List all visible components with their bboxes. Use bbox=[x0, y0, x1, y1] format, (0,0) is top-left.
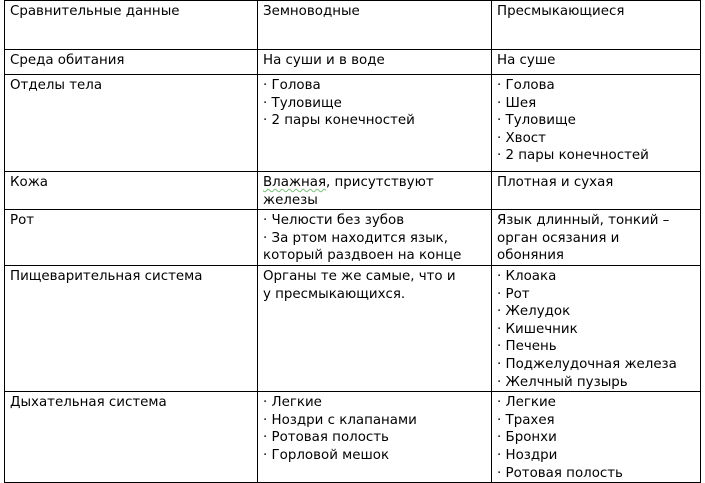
reptiles-cell bbox=[492, 210, 701, 266]
list-item: · Голова bbox=[263, 78, 321, 93]
table-row-body-parts bbox=[5, 75, 701, 172]
spellcheck-word: Влажная bbox=[263, 175, 327, 190]
list-item: · Кишечник bbox=[497, 321, 578, 337]
comparison-table bbox=[4, 0, 701, 483]
cell-line: Плотная и сухая bbox=[497, 175, 614, 190]
list-item: · Челюсти без зубов bbox=[263, 213, 405, 229]
list-item: · Бронхи bbox=[497, 430, 557, 446]
amphibians-cell bbox=[258, 172, 492, 210]
amphibians-cell bbox=[258, 50, 492, 75]
table-row-mouth bbox=[5, 210, 701, 266]
reptiles-cell bbox=[492, 392, 701, 483]
list-item: · Ноздри bbox=[497, 447, 558, 463]
list-item: · Рот bbox=[497, 286, 530, 302]
amphibians-cell bbox=[258, 392, 492, 483]
list-item: · Ротовая полость bbox=[497, 465, 623, 481]
header-cell-amphibians: Земноводные bbox=[258, 1, 492, 50]
list-item: · Шея bbox=[497, 95, 537, 111]
row-label: Пищеварительная система bbox=[5, 265, 258, 391]
reptiles-cell bbox=[492, 50, 701, 75]
list-item: который раздвоен на конце bbox=[263, 248, 462, 264]
list-item: · Ноздри с клапанами bbox=[263, 412, 417, 428]
list-item: · Легкие bbox=[263, 395, 322, 411]
table-row-skin bbox=[5, 172, 701, 210]
row-label: Среда обитания bbox=[5, 50, 258, 75]
row-label: Рот bbox=[5, 210, 258, 266]
amphibians-cell bbox=[258, 265, 492, 391]
cell-line: Влажная, присутствуют bbox=[263, 175, 434, 190]
reptiles-cell bbox=[492, 172, 701, 210]
cell-line: Органы те же самые, что и bbox=[263, 268, 456, 284]
list-item: · 2 пары конечностей bbox=[497, 148, 649, 164]
cell-line: орган осязания и bbox=[497, 230, 620, 246]
table-row-digestive bbox=[5, 265, 701, 391]
amphibians-cell bbox=[258, 210, 492, 266]
header-cell-reptiles: Пресмыкающиеся bbox=[492, 1, 701, 50]
list-item: · За ртом находится язык, bbox=[263, 230, 449, 246]
row-label: Кожа bbox=[5, 172, 258, 210]
cell-line: у пресмыкающихся. bbox=[263, 286, 406, 302]
list-item: · Туловище bbox=[497, 113, 576, 129]
list-item: · Ротовая полость bbox=[263, 430, 389, 446]
list-item: · 2 пары конечностей bbox=[263, 113, 415, 129]
list-item: · Легкие bbox=[497, 395, 556, 411]
cell-line: На суши и в воде bbox=[263, 53, 385, 68]
list-item: · Желчный пузырь bbox=[497, 374, 628, 390]
table-row-respiratory bbox=[5, 392, 701, 483]
row-label: Дыхательная система bbox=[5, 392, 258, 483]
cell-line: На суше bbox=[497, 53, 556, 68]
list-item: · Трахея bbox=[497, 412, 555, 428]
list-item: · Горловой мешок bbox=[263, 447, 390, 463]
header-cell-criteria: Сравнительные данные bbox=[5, 1, 258, 50]
reptiles-cell bbox=[492, 265, 701, 391]
list-item: · Голова bbox=[497, 78, 555, 93]
list-item: · Клоака bbox=[497, 268, 557, 284]
list-item: · Туловище bbox=[263, 95, 342, 111]
amphibians-cell bbox=[258, 75, 492, 172]
list-item: · Печень bbox=[497, 339, 557, 355]
list-item: · Хвост bbox=[497, 130, 546, 146]
list-item: · Желудок bbox=[497, 304, 571, 320]
table-row-habitat bbox=[5, 50, 701, 75]
list-item: · Поджелудочная железа bbox=[497, 356, 677, 372]
cell-line: обоняния bbox=[497, 248, 564, 264]
row-label: Отделы тела bbox=[5, 75, 258, 172]
cell-line: Язык длинный, тонкий – bbox=[497, 213, 670, 229]
reptiles-cell bbox=[492, 75, 701, 172]
header-row bbox=[5, 1, 701, 50]
cell-line: железы bbox=[263, 192, 318, 208]
